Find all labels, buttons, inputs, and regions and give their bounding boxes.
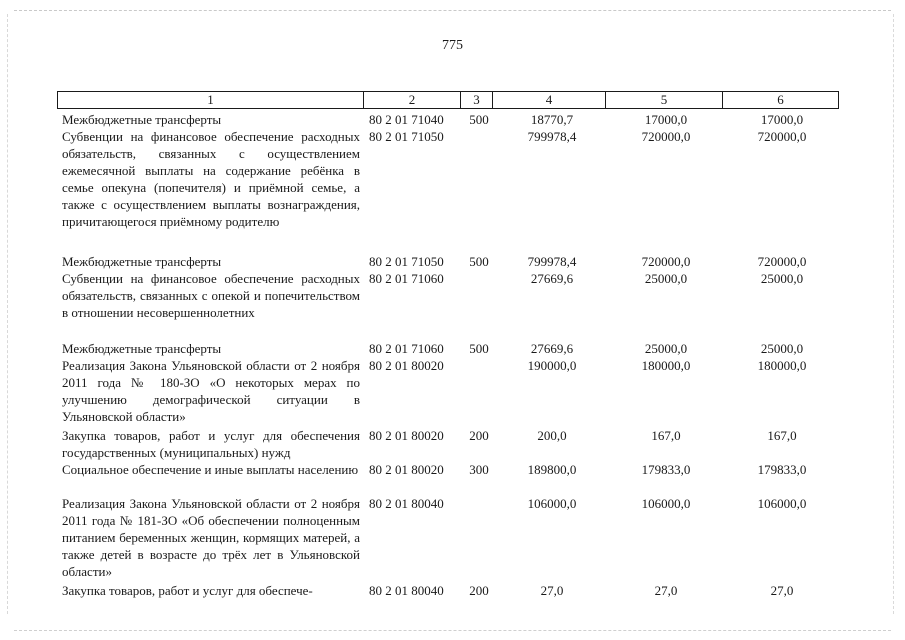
row-expense-type: 500 bbox=[469, 112, 489, 127]
row-value-col6: 25000,0 bbox=[760, 341, 804, 356]
row-value-col5: 720000,0 bbox=[641, 254, 691, 269]
row-value-col4: 799978,4 bbox=[527, 254, 577, 269]
row-value-col4: 27669,6 bbox=[530, 271, 574, 286]
header-col-1: 1 bbox=[207, 92, 214, 107]
row-expense-type: 500 bbox=[469, 341, 489, 356]
row-code: 80 2 01 80020 bbox=[369, 358, 444, 373]
scan-edge-top bbox=[14, 10, 891, 11]
row-value-col6: 17000,0 bbox=[760, 112, 804, 127]
row-description: Межбюджетные трансферты bbox=[62, 341, 222, 356]
row-value-col4: 189800,0 bbox=[527, 462, 577, 477]
row-value-col6: 106000,0 bbox=[757, 496, 807, 511]
row-description: Субвенции на финансовое обеспечение расходных обязательств, связанных с опекой и попечительством в отношении несовершеннолетних bbox=[62, 271, 360, 320]
row-value-col4: 18770,7 bbox=[530, 112, 574, 127]
row-value-col4: 27,0 bbox=[540, 583, 564, 598]
row-code: 80 2 01 80020 bbox=[369, 462, 444, 477]
page-number: 775 bbox=[442, 38, 463, 53]
row-description: Межбюджетные трансферты bbox=[62, 254, 222, 269]
header-col-5: 5 bbox=[605, 92, 722, 108]
row-expense-type: 300 bbox=[469, 462, 489, 477]
row-value-col4: 106000,0 bbox=[527, 496, 577, 511]
row-description: Субвенции на финансовое обеспечение расходных обязательств, связанных с осуществлением ежемесячной выплаты на содержание ребёнка в семье опекуна (попечителя) и приёмной семье, а также с осуществлением выплаты вознаграждения, причитающегося приёмному родителю bbox=[62, 129, 360, 229]
header-col-3: 3 bbox=[460, 92, 492, 108]
row-value-col6: 179833,0 bbox=[757, 462, 807, 477]
row-value-col4: 190000,0 bbox=[527, 358, 577, 373]
row-code: 80 2 01 71050 bbox=[369, 129, 444, 144]
row-value-col4: 799978,4 bbox=[527, 129, 577, 144]
row-value-col6: 720000,0 bbox=[757, 129, 807, 144]
row-code: 80 2 01 71060 bbox=[369, 341, 444, 356]
row-value-col5: 25000,0 bbox=[644, 341, 688, 356]
row-value-col6: 720000,0 bbox=[757, 254, 807, 269]
row-description: Закупка товаров, работ и услуг для обеспече- bbox=[62, 583, 313, 598]
row-value-col5: 17000,0 bbox=[644, 112, 688, 127]
row-value-col5: 27,0 bbox=[654, 583, 678, 598]
row-expense-type: 500 bbox=[469, 254, 489, 269]
row-code: 80 2 01 80040 bbox=[369, 496, 444, 511]
header-col-4: 4 bbox=[492, 92, 605, 108]
row-value-col5: 167,0 bbox=[651, 428, 681, 443]
row-code: 80 2 01 71060 bbox=[369, 271, 444, 286]
scan-edge-bottom bbox=[14, 630, 891, 631]
row-expense-type: 200 bbox=[469, 428, 489, 443]
row-value-col5: 179833,0 bbox=[641, 462, 691, 477]
header-col-2: 2 bbox=[363, 92, 460, 108]
row-value-col5: 180000,0 bbox=[641, 358, 691, 373]
row-description: Межбюджетные трансферты bbox=[62, 112, 222, 127]
row-expense-type: 200 bbox=[469, 583, 489, 598]
row-description: Закупка товаров, работ и услуг для обеспечения государственных (муниципальных) нужд bbox=[62, 428, 360, 460]
row-value-col6: 180000,0 bbox=[757, 358, 807, 373]
row-description: Социальное обеспечение и иные выплаты населению bbox=[62, 462, 359, 477]
row-value-col4: 27669,6 bbox=[530, 341, 574, 356]
row-description: Реализация Закона Ульяновской области от 2 ноября 2011 года № 180-ЗО «О некоторых мерах по улучшению демографической ситуации в Ульяновской области» bbox=[62, 358, 360, 424]
row-value-col4: 200,0 bbox=[537, 428, 567, 443]
row-code: 80 2 01 71050 bbox=[369, 254, 444, 269]
scan-edge-right bbox=[893, 14, 894, 614]
row-value-col5: 720000,0 bbox=[641, 129, 691, 144]
header-col-6: 6 bbox=[722, 92, 838, 108]
row-value-col6: 25000,0 bbox=[760, 271, 804, 286]
row-value-col5: 25000,0 bbox=[644, 271, 688, 286]
row-description: Реализация Закона Ульяновской области от 2 ноября 2011 года № 181-ЗО «Об обеспечении полноценным питанием беременных женщин, кормящих матерей, а также детей в возрасте до трёх лет в Ульяновской области» bbox=[62, 496, 360, 579]
table-header bbox=[57, 91, 839, 109]
scan-edge-left bbox=[7, 14, 8, 614]
row-value-col5: 106000,0 bbox=[641, 496, 691, 511]
row-code: 80 2 01 80020 bbox=[369, 428, 444, 443]
row-value-col6: 27,0 bbox=[770, 583, 794, 598]
row-value-col6: 167,0 bbox=[767, 428, 797, 443]
row-code: 80 2 01 71040 bbox=[369, 112, 444, 127]
row-code: 80 2 01 80040 bbox=[369, 583, 444, 598]
